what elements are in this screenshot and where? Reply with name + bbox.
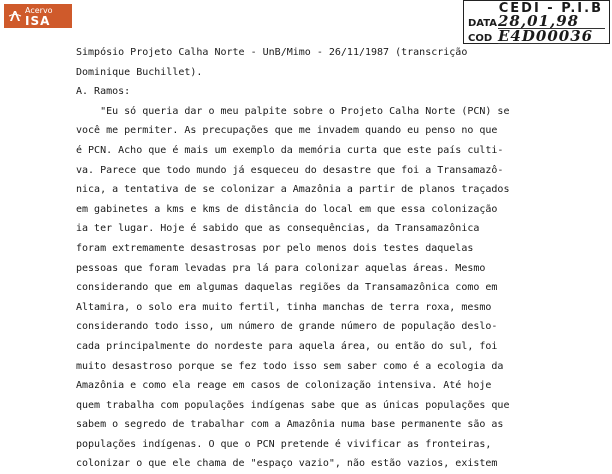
- transcript-line: foram extremamente desastrosas por pelo menos dois testes daquelas: [76, 242, 474, 254]
- logo-text: [25, 6, 53, 27]
- archive-stamp: [463, 0, 610, 44]
- transcript-body: [76, 43, 606, 474]
- transcript-line: pessoas que foram levadas pra lá para colonizar aquelas áreas. Mesmo: [76, 262, 486, 274]
- transcript-line: cada principalmente do nordeste para aquela área, ou então do sul, foi: [76, 340, 498, 352]
- transcript-line: Simpósio Projeto Calha Norte - UnB/Mimo - 26/11/1987 (transcrição: [76, 47, 468, 58]
- transcript-line: em gabinetes a kms e kms de distância do local em que essa colonização: [76, 203, 498, 215]
- transcript-line: considerando que em algumas daquelas regiões da Transamazônica como em: [76, 282, 498, 294]
- transcript-line: Altamira, o solo era muito fertil, tinha manchas de terra roxa, mesmo: [76, 301, 492, 313]
- transcript-line: muito desastroso porque se fez todo isso sem saber como é a ecologia da: [76, 360, 504, 372]
- transcript-line: populações indígenas. O que o PCN pretende é vivificar as fronteiras,: [76, 438, 492, 450]
- transcript-line: você me permiter. As precupações que me invadem quando eu penso no que: [76, 125, 498, 137]
- stamp-date-label: DATA: [468, 18, 498, 29]
- logo-top-text: Acervo: [25, 5, 53, 15]
- transcript-line: va. Parece que todo mundo já esqueceu do desastre que foi a Transamazô-: [76, 164, 504, 176]
- stamp-date-row: [468, 14, 605, 28]
- stamp-cod-row: [468, 29, 605, 43]
- stamp-cod-label: COD: [468, 33, 493, 44]
- transcript-line: "Eu só queria dar o meu palpite sobre o Projeto Calha Norte (PCN) se: [76, 105, 510, 117]
- logo-main-text: ISA: [25, 13, 51, 28]
- transcript-line: Amazônia e como ela reage em casos de colonização intensiva. Até hoje: [76, 380, 492, 392]
- logo-mark-icon: [8, 9, 22, 23]
- transcript-line: nica, a tentativa de se colonizar a Amazônia a partir de planos traçados: [76, 184, 510, 196]
- transcript-line: A. Ramos:: [76, 86, 131, 98]
- stamp-title: CEDI - P.I.B: [498, 1, 603, 16]
- transcript-line: quem trabalha com populações indígenas sabe que as únicas populações que: [76, 399, 510, 411]
- stamp-date-value: 28,01,98: [498, 14, 605, 29]
- isa-logo: [4, 4, 72, 28]
- transcript-line: é PCN. Acho que é mais um exemplo da memória curta que este país culti-: [76, 144, 504, 156]
- transcript-line: sabem o segredo de trabalhar com a Amazônia numa base permanente são as: [76, 419, 504, 431]
- transcript-line: colonizar o que ele chama de "espaço vazio", não estão vazios, existem: [76, 458, 498, 470]
- transcript-line: ia ter lugar. Hoje é sabido que as consequências, da Transamazônica: [76, 223, 480, 235]
- transcript-line: considerando todo isso, um número de grande número de população deslo-: [76, 321, 498, 333]
- stamp-cod-value: E4D00036: [498, 29, 605, 44]
- transcript-line: Dominique Buchillet).: [76, 66, 203, 78]
